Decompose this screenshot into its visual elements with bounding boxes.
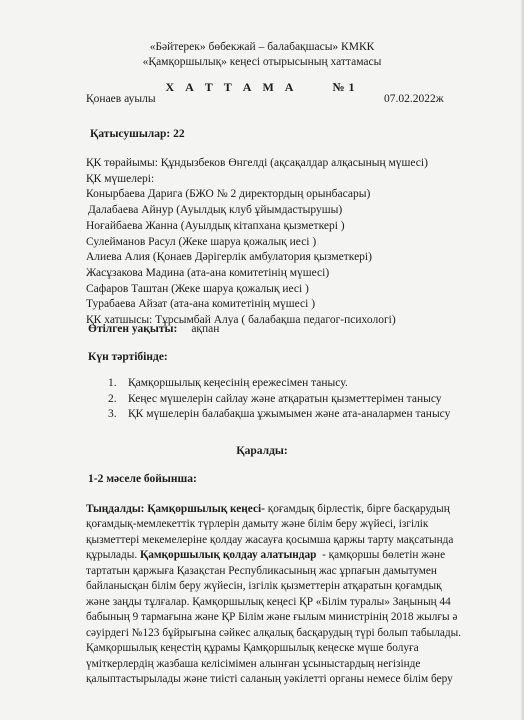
- organization-line: «Бәйтерек» бөбекжай – балабақшасы» КМКК: [149, 41, 375, 53]
- member-item: Алиева Алия (Қонаев Дәрігерлік амбулатория қызметкері): [86, 251, 372, 264]
- meeting-time-value: ақпан: [191, 323, 220, 335]
- agenda-heading: Күн тәртібінде:: [88, 351, 168, 363]
- agenda-item-number: 1.: [108, 377, 117, 389]
- protocol-place: Қонаев ауылы: [86, 93, 156, 105]
- body-line: [86, 502, 478, 517]
- body-line: Қамқоршылық кеңестің құрамы Қамқоршылық кеңеске мүше болуға: [86, 642, 419, 655]
- council-members: [86, 156, 428, 329]
- document-header: [0, 40, 524, 70]
- protocol-title: Х А Т Т А М А №1: [165, 80, 359, 94]
- body-line: үміткерлердің жазбаша келісімімен алынған ұсыныстардың негізінде: [86, 657, 421, 670]
- considered-heading: Қаралды:: [236, 445, 288, 457]
- member-item: Жасұзакова Мадина (ата-ана комитетінің мүшесі): [86, 266, 330, 279]
- agenda-list: [108, 376, 450, 423]
- minutes-body: [86, 502, 478, 687]
- agenda-item: [108, 407, 450, 423]
- body-line: бабының 9 тармағына және ҚР Білім және ғылым министрінің 2018 жылғы ә: [86, 611, 458, 624]
- body-line: қызметтері мекемелеріне қолдау жасауға қосымша қаржы тарту мақсатында: [86, 533, 454, 546]
- protocol-date: 07.02.2022ж: [384, 93, 444, 105]
- body-line: [86, 548, 478, 563]
- participants-count: Қатысушылар: 22: [90, 128, 185, 140]
- body-line: қоғамдық-мемлекеттік түрлерін дамыту және білім беру жүйесі, ізгілік: [86, 518, 429, 531]
- agenda-item-text: Қамқоршылық кеңесінің ережесімен танысу.: [128, 377, 348, 389]
- body-line: тартатын қаржыға Қазақстан Республикасының жас ұрпағын дамытумен: [86, 564, 437, 577]
- meeting-time-label: Өтілген уақыты:: [88, 323, 178, 335]
- agenda-item-number: 2.: [108, 392, 117, 405]
- issue-label: 1-2 мәселе бойынша:: [88, 473, 197, 485]
- meeting-time: [88, 323, 219, 335]
- member-item: Сафаров Таштан (Жеке шаруа қожалық иесі ): [86, 282, 309, 295]
- member-item: Далабаева Айнур (Ауылдық клуб ұйымдастырушы): [88, 204, 343, 217]
- council-chair: ҚК төрайымы: Құндызбеков Өнгелді (ақсақалдар алқасының мүшесі): [86, 157, 428, 169]
- agenda-item: [108, 376, 450, 392]
- body-inline-bold: Қамқоршылық қолдау алатындар: [140, 549, 317, 562]
- agenda-item: [108, 392, 450, 408]
- body-line-text: құрылады.: [86, 549, 141, 562]
- agenda-item-number: 3.: [108, 408, 117, 420]
- body-line: қалыптастырылады және тиісті саланың уәкілетті органы немесе білім беру: [86, 672, 453, 685]
- member-item: Ноғайбаева Жанна (Ауылдық кітапхана қызметкері ): [86, 219, 345, 232]
- member-item: Сулейманов Расул (Жеке шаруа қожалық иесі ): [86, 235, 317, 248]
- body-line: және заңды тұлғалар. Қамқоршылық кеңесі ҚР «Білім туралы» Заңының 44: [86, 595, 451, 608]
- agenda-item-text: Кеңес мүшелерін сайлау және атқаратын қызметтерімен танысу: [128, 392, 442, 405]
- body-line: байланысқан білім беру жүйесін, ізгілік қызметтерін атқаратын қоғамдық: [86, 580, 442, 593]
- body-lead-bold: Тыңдалды: Қамқоршылық кеңесі-: [86, 503, 265, 515]
- header-subtitle: «Қамқоршылық» кеңесі отырысының хаттамасы: [142, 56, 382, 68]
- member-item: Конырбаева Дарига (БЖО № 2 директордың орынбасары): [86, 188, 371, 201]
- body-line: сәуірдегі №123 бұйрығына сәйкес алқалық басқарудың түрі болып табылады.: [86, 626, 462, 639]
- agenda-item-text: ҚК мүшелерін балабақша ұжымымен және ата-аналармен танысу: [128, 408, 451, 420]
- member-item: Турабаева Айзат (ата-ана комитетінің мүшесі ): [86, 298, 316, 311]
- council-secretary: ҚК хатшысы: Тұрсымбай Алуа ( балабақша педагог-психологі): [86, 314, 396, 327]
- body-line-text: қоғамдық бірлестік, бірге басқарудың: [264, 503, 450, 515]
- members-label: ҚК мүшелері:: [86, 172, 155, 185]
- body-line-text: - қамқоршы бөлетін және: [316, 549, 446, 562]
